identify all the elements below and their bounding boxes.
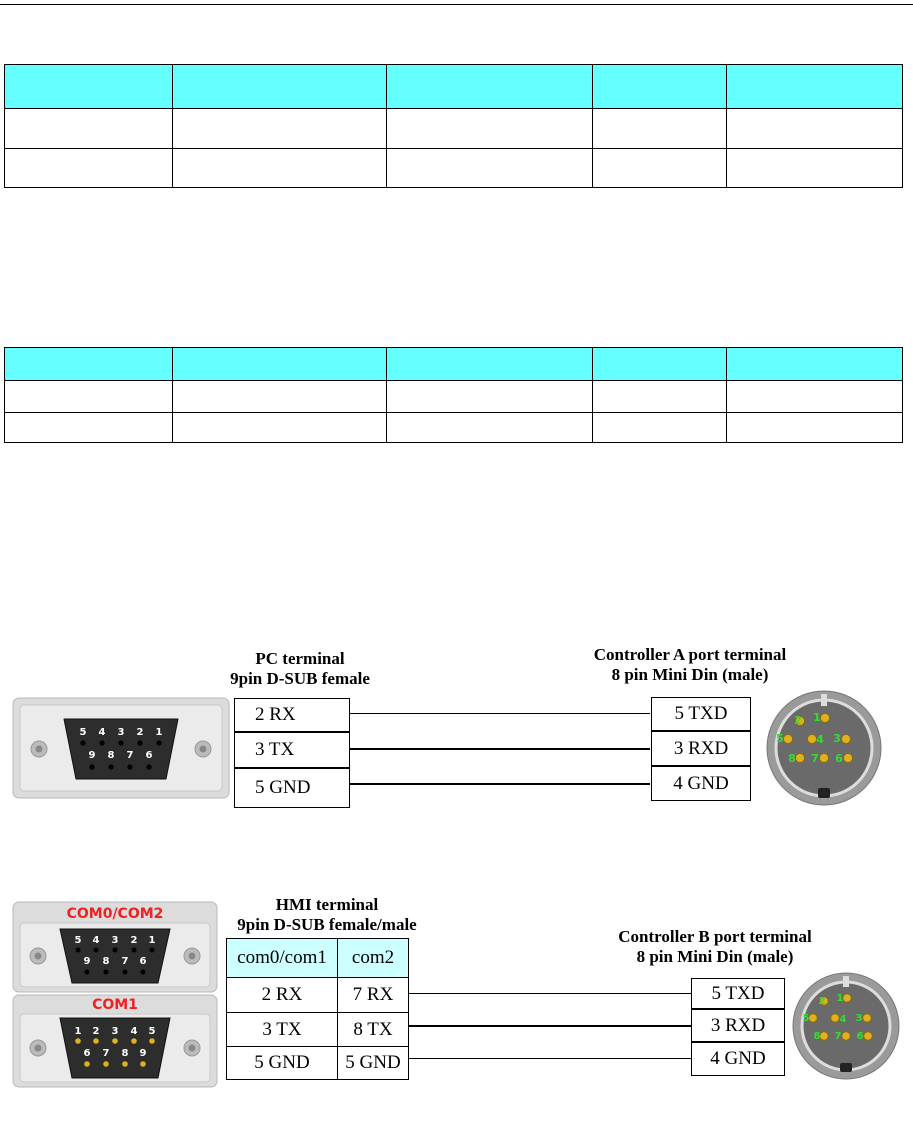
- com01-pin-rx: 2 RX: [226, 977, 338, 1013]
- com01-pin-tx: 3 TX: [226, 1012, 338, 1047]
- lower-dsub-pin-label: 5: [148, 1026, 156, 1037]
- wire-tx-rxd-2: [409, 1025, 691, 1027]
- upper-dsub-pin-label: 5: [74, 935, 82, 946]
- minidin1-pin-label: 8: [788, 752, 796, 765]
- minidin2-pin-label: 1: [836, 993, 844, 1004]
- dsub1-pin-label: 2: [136, 727, 144, 738]
- dsub1-pin-label: 6: [145, 750, 153, 761]
- minidin1-pin-label: 1: [813, 711, 821, 724]
- minidin1-pin-label: 5: [776, 732, 784, 745]
- minidin2-pin-label: 6: [856, 1031, 864, 1042]
- controller-a-pin-txd: 5 TXD: [651, 697, 751, 731]
- dsub-com1-connector: [12, 994, 218, 1088]
- controller-a-pin-gnd: 4 GND: [651, 766, 751, 801]
- lower-dsub-pin-label: 2: [92, 1026, 100, 1037]
- minidin2-pin-label: 4: [839, 1014, 847, 1025]
- dsub1-pin-label: 9: [88, 750, 96, 761]
- pc-pin-rx: 2 RX: [234, 698, 350, 732]
- lower-dsub-pin-label: 9: [139, 1048, 147, 1059]
- minidin2-pin-label: 8: [813, 1031, 821, 1042]
- minidin2-pin-label: 2: [818, 996, 826, 1007]
- wire-rx-txd: [350, 713, 650, 714]
- dsub1-pin-label: 8: [107, 750, 115, 761]
- upper-dsub-pin-label: 3: [111, 935, 119, 946]
- dsub1-pin-label: 7: [126, 750, 134, 761]
- dsub-com0-com2-connector: [12, 901, 218, 993]
- controller-b-pin-gnd: 4 GND: [691, 1042, 785, 1076]
- parameter-table-2: [4, 347, 903, 443]
- minidin1-pin-label: 4: [816, 733, 824, 746]
- wire-gnd-gnd-2: [409, 1058, 691, 1059]
- lower-dsub-pin-label: 8: [121, 1048, 129, 1059]
- mini-din-8pin-connector: [760, 688, 890, 808]
- lower-dsub-pin-label: 4: [130, 1026, 138, 1037]
- dsub1-pin-label: 1: [155, 727, 163, 738]
- com0-com2-label: COM0/COM2: [66, 906, 164, 922]
- minidin1-pin-label: 2: [794, 714, 802, 727]
- hmi-terminal-label: HMI terminal 9pin D-SUB female/male: [237, 895, 417, 934]
- lower-dsub-pin-label: 7: [102, 1048, 110, 1059]
- parameter-table-1: [4, 64, 903, 188]
- minidin2-pin-label: 5: [802, 1013, 810, 1024]
- upper-dsub-pin-label: 2: [130, 935, 138, 946]
- minidin2-pin-label: 7: [834, 1031, 842, 1042]
- com2-pin-gnd: 5 GND: [337, 1046, 409, 1080]
- upper-dsub-pin-label: 7: [121, 956, 129, 967]
- upper-dsub-pin-label: 1: [148, 935, 156, 946]
- lower-dsub-pin-label: 6: [83, 1048, 91, 1059]
- upper-dsub-pin-label: 6: [139, 956, 147, 967]
- pc-pin-tx: 3 TX: [234, 732, 350, 768]
- upper-dsub-pin-label: 9: [83, 956, 91, 967]
- pc-pin-gnd: 5 GND: [234, 768, 350, 808]
- dsub1-pin-label: 5: [79, 727, 87, 738]
- upper-dsub-pin-label: 8: [102, 956, 110, 967]
- wire-tx-rxd: [350, 748, 650, 750]
- minidin2-pin-label: 3: [855, 1013, 863, 1024]
- dsub-9pin-female-connector: [12, 697, 230, 799]
- wire-gnd-gnd: [350, 783, 650, 785]
- lower-dsub-pin-label: 3: [111, 1026, 119, 1037]
- com2-header: com2: [337, 938, 409, 978]
- controller-b-label: Controller B port terminal 8 pin Mini Din (male): [618, 927, 812, 966]
- controller-b-pin-txd: 5 TXD: [691, 978, 785, 1009]
- controller-b-pin-rxd: 3 RXD: [691, 1009, 785, 1042]
- minidin1-pin-label: 7: [811, 752, 819, 765]
- lower-dsub-pin-label: 1: [74, 1026, 82, 1037]
- com2-pin-rx: 7 RX: [337, 977, 409, 1013]
- minidin1-pin-label: 3: [833, 732, 841, 745]
- minidin1-pin-label: 6: [835, 752, 843, 765]
- com01-pin-gnd: 5 GND: [226, 1046, 338, 1080]
- com2-pin-tx: 8 TX: [337, 1012, 409, 1047]
- upper-dsub-pin-label: 4: [92, 935, 100, 946]
- com0-com1-header: com0/com1: [226, 938, 338, 978]
- dsub1-pin-label: 4: [98, 727, 106, 738]
- page-top-rule: [0, 4, 913, 5]
- dsub1-pin-label: 3: [117, 727, 125, 738]
- controller-a-pin-rxd: 3 RXD: [651, 731, 751, 766]
- mini-din-8pin-connector-b: [788, 970, 906, 1082]
- pc-terminal-label: PC terminal 9pin D-SUB female: [230, 649, 370, 688]
- com1-label: COM1: [92, 997, 138, 1013]
- wire-rx-txd-2: [409, 993, 691, 994]
- controller-a-label: Controller A port terminal 8 pin Mini Din (male): [593, 645, 787, 684]
